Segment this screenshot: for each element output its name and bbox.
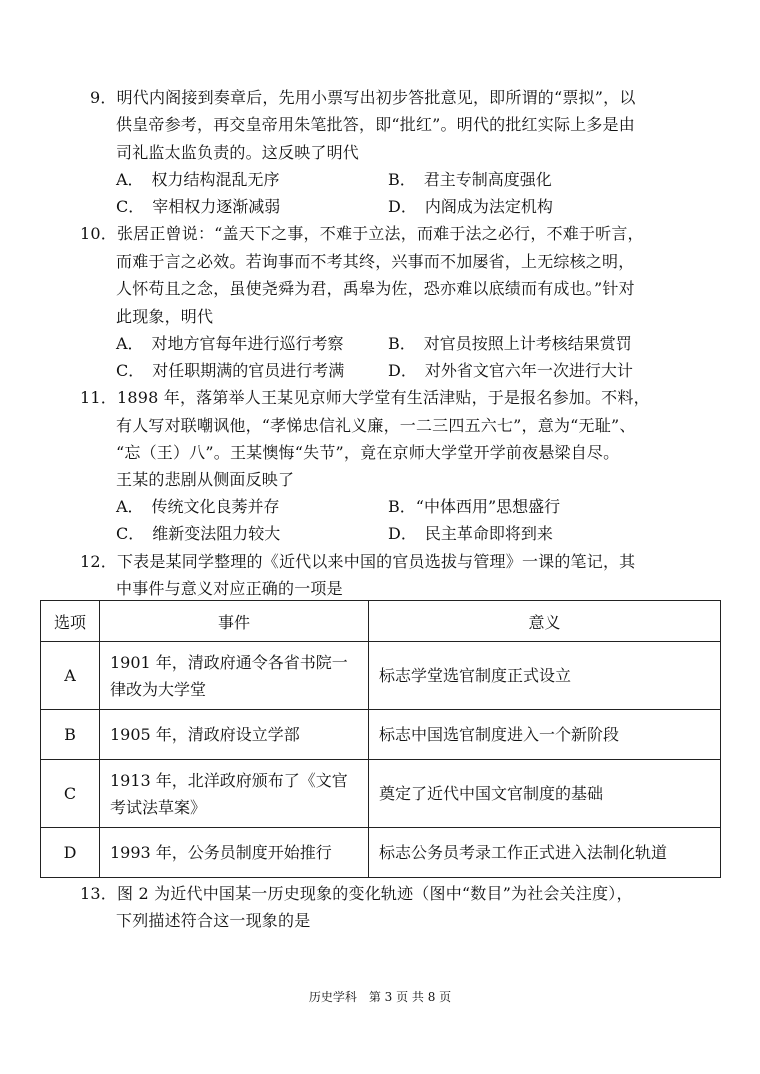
row-key: B [41,710,100,760]
row-event [100,642,369,710]
question-11-option-a: A． 传统文化良莠并存 [116,497,280,516]
question-11-option-d: D． 民主革命即将到来 [388,524,553,543]
question-10-line-4: 此现象，明代 [116,307,214,326]
question-11-line-2: 有人写对联嘲讽他，“孝悌忠信礼义廉，一二三四五六七”，意为“无耻”、 [116,416,636,435]
row-event-line: 1913 年，北洋政府颁布了《文官 [110,770,348,790]
table-header-row [41,601,721,642]
question-10-line-3: 人怀苟且之念，虽使尧舜为君，禹皋为佐，恐亦难以底绩而有成也。”针对 [116,279,635,298]
question-10-option-d: D． 对外省文官六年一次进行大计 [388,361,633,380]
row-event [100,760,369,828]
question-10-option-c: C． 对任职期满的官员进行考满 [116,361,345,380]
notes-table [40,600,721,878]
table-row [41,760,721,828]
question-11-line-1: 11．1898 年，落第举人王某见京师大学堂有生活津贴，于是报名参加。不料， [80,388,650,407]
table-row [41,642,721,710]
row-event-line: 考试法草案》 [110,797,207,817]
question-9-option-a: A． 权力结构混乱无序 [116,170,280,189]
question-13-line-1: 13．图 2 为近代中国某一历史现象的变化轨迹（图中“数目”为社会关注度）， [80,884,633,903]
question-11-option-c: C． 维新变法阻力较大 [116,524,281,543]
row-meaning: 标志中国选官制度进入一个新阶段 [369,710,721,760]
row-event-line: 1901 年，清政府通令各省书院一 [110,652,348,672]
question-13-line-2: 下列描述符合这一现象的是 [116,911,311,930]
question-12-line-2: 中事件与意义对应正确的一项是 [116,579,343,598]
question-9-line-2: 供皇帝参考，再交皇帝用朱笔批答，即“批红”。明代的批红实际上多是由 [116,115,635,134]
question-9-option-d: D． 内阁成为法定机构 [388,197,553,216]
row-meaning: 标志公务员考录工作正式进入法制化轨道 [369,828,721,878]
question-9-line-3: 司礼监太监负责的。这反映了明代 [116,143,360,162]
question-11-option-b: B．“中体西用”思想盛行 [388,497,561,516]
page-footer: 历史学科 第 3 页 共 8 页 [308,990,452,1004]
row-key: D [41,828,100,878]
table-row [41,710,721,760]
question-12-line-1: 12．下表是某同学整理的《近代以来中国的官员选拔与管理》一课的笔记，其 [80,552,636,571]
row-event [100,710,369,760]
row-meaning: 标志学堂选官制度正式设立 [369,642,721,710]
row-meaning: 奠定了近代中国文官制度的基础 [369,760,721,828]
question-9-option-c: C． 宰相权力逐渐减弱 [116,197,281,216]
column-header-meaning: 意义 [369,601,721,642]
question-10-line-1: 10．张居正曾说：“盖天下之事，不难于立法，而难于法之必行，不难于听言， [80,224,644,243]
row-key: C [41,760,100,828]
row-event-line: 律改为大学堂 [110,679,207,699]
question-9-line-1: 9．明代内阁接到奏章后，先用小票写出初步答批意见，即所谓的“票拟”，以 [90,88,636,107]
question-10-line-2: 而难于言之必效。若询事而不考其终，兴事而不加屡省，上无综核之明， [116,252,635,271]
row-event-line: 1993 年，公务员制度开始推行 [110,843,332,862]
question-11-line-4: 王某的悲剧从侧面反映了 [116,470,295,489]
column-header-event: 事件 [100,601,369,642]
row-key: A [41,642,100,710]
question-9-option-b: B． 君主专制高度强化 [388,170,552,189]
row-event-line: 1905 年，清政府设立学部 [110,725,300,744]
question-11-line-3: “忘（王）八”。王某懊悔“失节”，竟在京师大学堂开学前夜悬梁自尽。 [116,443,620,462]
question-10-option-b: B． 对官员按照上计考核结果赏罚 [388,334,632,353]
row-event [100,828,369,878]
column-header-option: 选项 [41,601,100,642]
table-row [41,828,721,878]
question-10-option-a: A． 对地方官每年进行巡行考察 [116,334,344,353]
